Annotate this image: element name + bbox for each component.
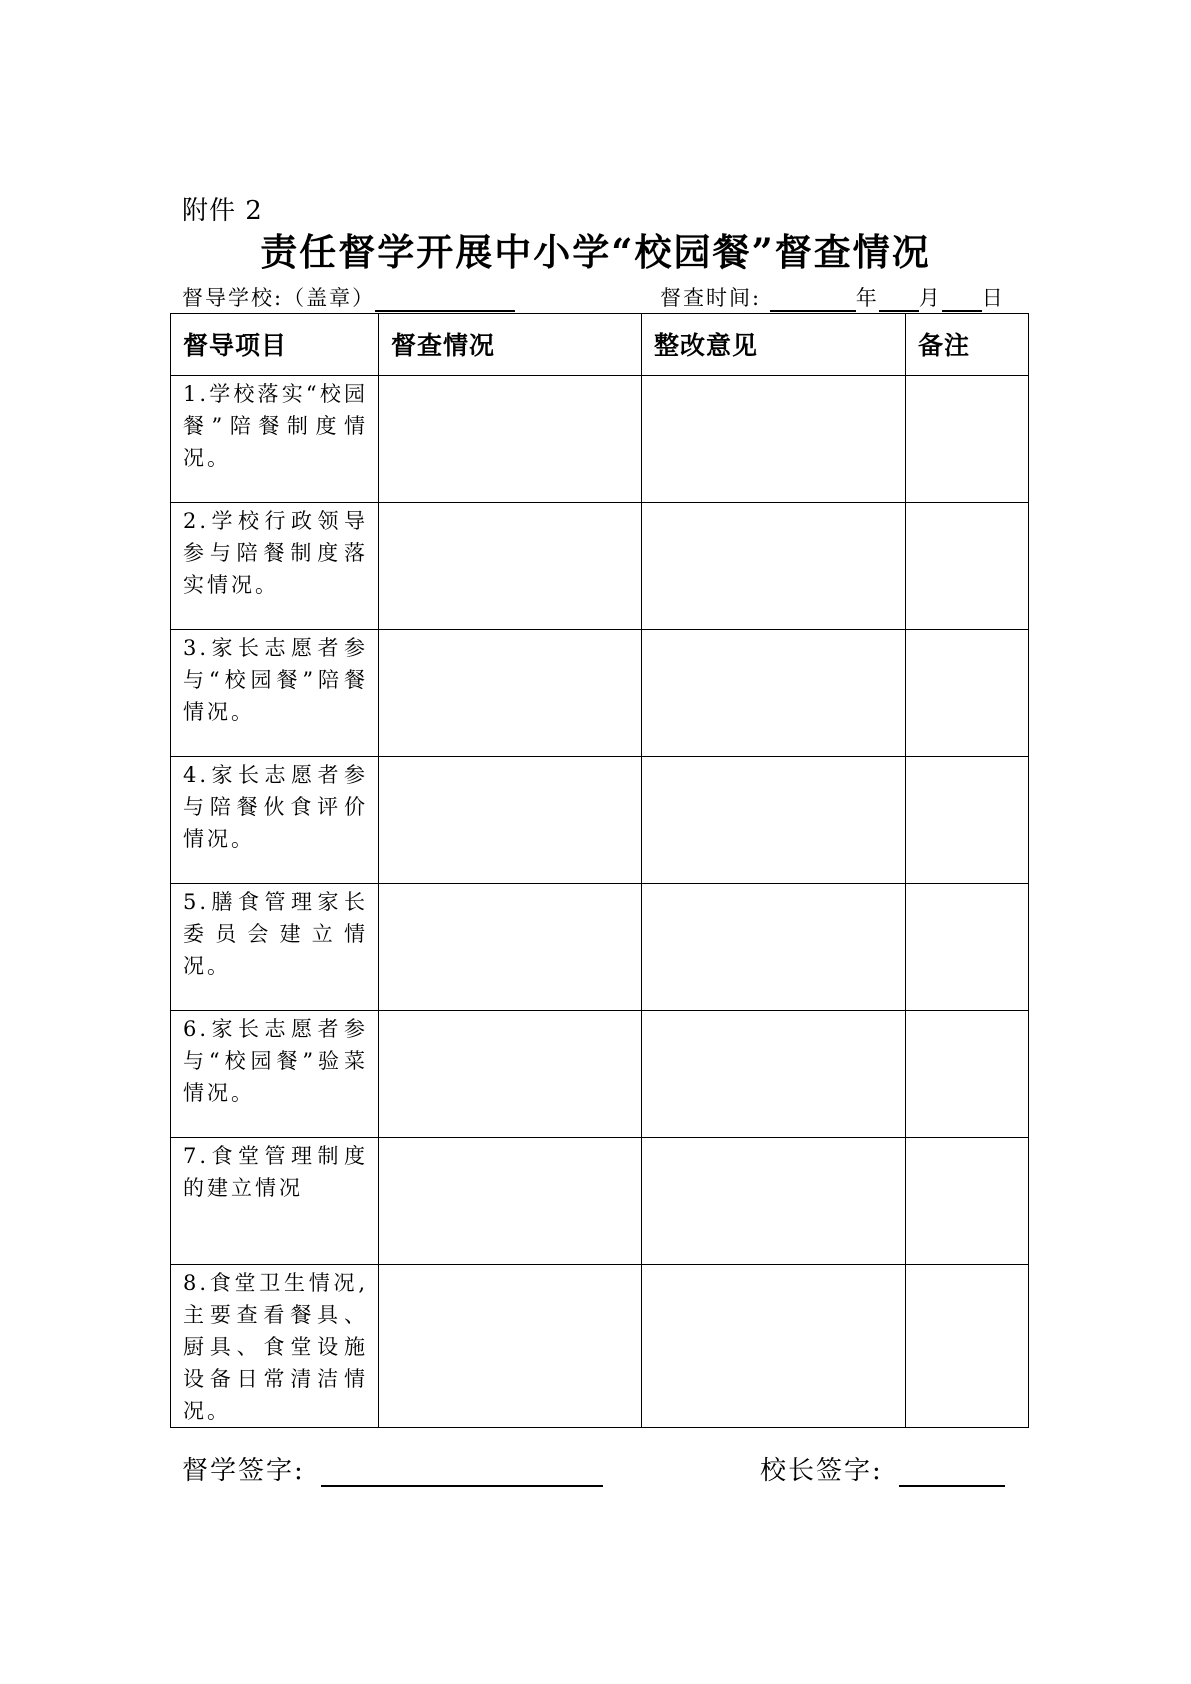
rectification-cell[interactable] — [642, 376, 906, 503]
table-row — [171, 1138, 1029, 1265]
inspection-cell[interactable] — [379, 1265, 642, 1428]
supervisor-signature-label: 督学签字: — [182, 1456, 305, 1486]
remarks-cell[interactable] — [906, 1011, 1029, 1138]
inspection-cell[interactable] — [379, 884, 642, 1011]
header-item: 督导项目 — [171, 314, 379, 376]
item-text: 1.学校落实“校园餐”陪餐制度情况。 — [183, 382, 368, 470]
supervision-table — [170, 313, 1029, 1428]
inspection-cell[interactable] — [379, 630, 642, 757]
header-rectification: 整改意见 — [642, 314, 906, 376]
school-blank-line[interactable] — [375, 288, 515, 312]
item-text: 6.家长志愿者参与“校园餐”验菜情况。 — [183, 1017, 368, 1105]
inspection-date-field — [660, 282, 1005, 312]
principal-signature-label: 校长签字: — [760, 1456, 883, 1486]
table-header-row — [171, 314, 1029, 376]
rectification-cell[interactable] — [642, 757, 906, 884]
item-text: 4.家长志愿者参与陪餐伙食评价情况。 — [183, 763, 368, 851]
day-blank-line[interactable] — [942, 288, 982, 312]
table-row — [171, 884, 1029, 1011]
rectification-cell[interactable] — [642, 884, 906, 1011]
inspection-cell[interactable] — [379, 1138, 642, 1265]
table-row — [171, 757, 1029, 884]
remarks-cell[interactable] — [906, 503, 1029, 630]
item-cell — [171, 757, 379, 884]
supervisor-signature — [182, 1450, 603, 1487]
item-text: 5.膳食管理家长委员会建立情况。 — [183, 890, 368, 978]
item-cell — [171, 376, 379, 503]
year-blank-line[interactable] — [770, 288, 856, 312]
item-cell — [171, 1011, 379, 1138]
table-row — [171, 630, 1029, 757]
table-row — [171, 1011, 1029, 1138]
time-label: 督查时间: — [660, 286, 762, 310]
document-title: 责任督学开展中小学“校园餐”督查情况 — [260, 230, 931, 274]
item-text: 7.食堂管理制度的建立情况 — [183, 1144, 368, 1200]
rectification-cell[interactable] — [642, 1138, 906, 1265]
principal-signature — [760, 1450, 1005, 1487]
table-row — [171, 376, 1029, 503]
remarks-cell[interactable] — [906, 1138, 1029, 1265]
item-text: 2.学校行政领导参与陪餐制度落实情况。 — [183, 509, 368, 597]
inspection-cell[interactable] — [379, 503, 642, 630]
table-row — [171, 503, 1029, 630]
item-cell — [171, 1138, 379, 1265]
school-field — [182, 282, 515, 312]
month-blank-line[interactable] — [879, 288, 919, 312]
rectification-cell[interactable] — [642, 1011, 906, 1138]
rectification-cell[interactable] — [642, 503, 906, 630]
remarks-cell[interactable] — [906, 376, 1029, 503]
month-label: 月 — [918, 286, 942, 310]
school-label: 督导学校:（盖章） — [182, 286, 376, 310]
day-label: 日 — [981, 286, 1005, 310]
rectification-cell[interactable] — [642, 630, 906, 757]
item-cell — [171, 630, 379, 757]
item-cell — [171, 503, 379, 630]
remarks-cell[interactable] — [906, 630, 1029, 757]
supervisor-signature-line[interactable] — [321, 1459, 603, 1487]
item-cell — [171, 1265, 379, 1428]
inspection-cell[interactable] — [379, 376, 642, 503]
remarks-cell[interactable] — [906, 757, 1029, 884]
remarks-cell[interactable] — [906, 884, 1029, 1011]
remarks-cell[interactable] — [906, 1265, 1029, 1428]
item-text: 3.家长志愿者参与“校园餐”陪餐情况。 — [183, 636, 368, 724]
inspection-cell[interactable] — [379, 1011, 642, 1138]
item-cell — [171, 884, 379, 1011]
table-row — [171, 1265, 1029, 1428]
inspection-cell[interactable] — [379, 757, 642, 884]
item-text: 8.食堂卫生情况,主要查看餐具、厨具、食堂设施设备日常清洁情况。 — [183, 1271, 368, 1423]
header-inspection: 督查情况 — [379, 314, 642, 376]
rectification-cell[interactable] — [642, 1265, 906, 1428]
annex-label: 附件 2 — [182, 196, 263, 226]
year-label: 年 — [855, 286, 879, 310]
header-remarks: 备注 — [906, 314, 1029, 376]
principal-signature-line[interactable] — [899, 1459, 1005, 1487]
